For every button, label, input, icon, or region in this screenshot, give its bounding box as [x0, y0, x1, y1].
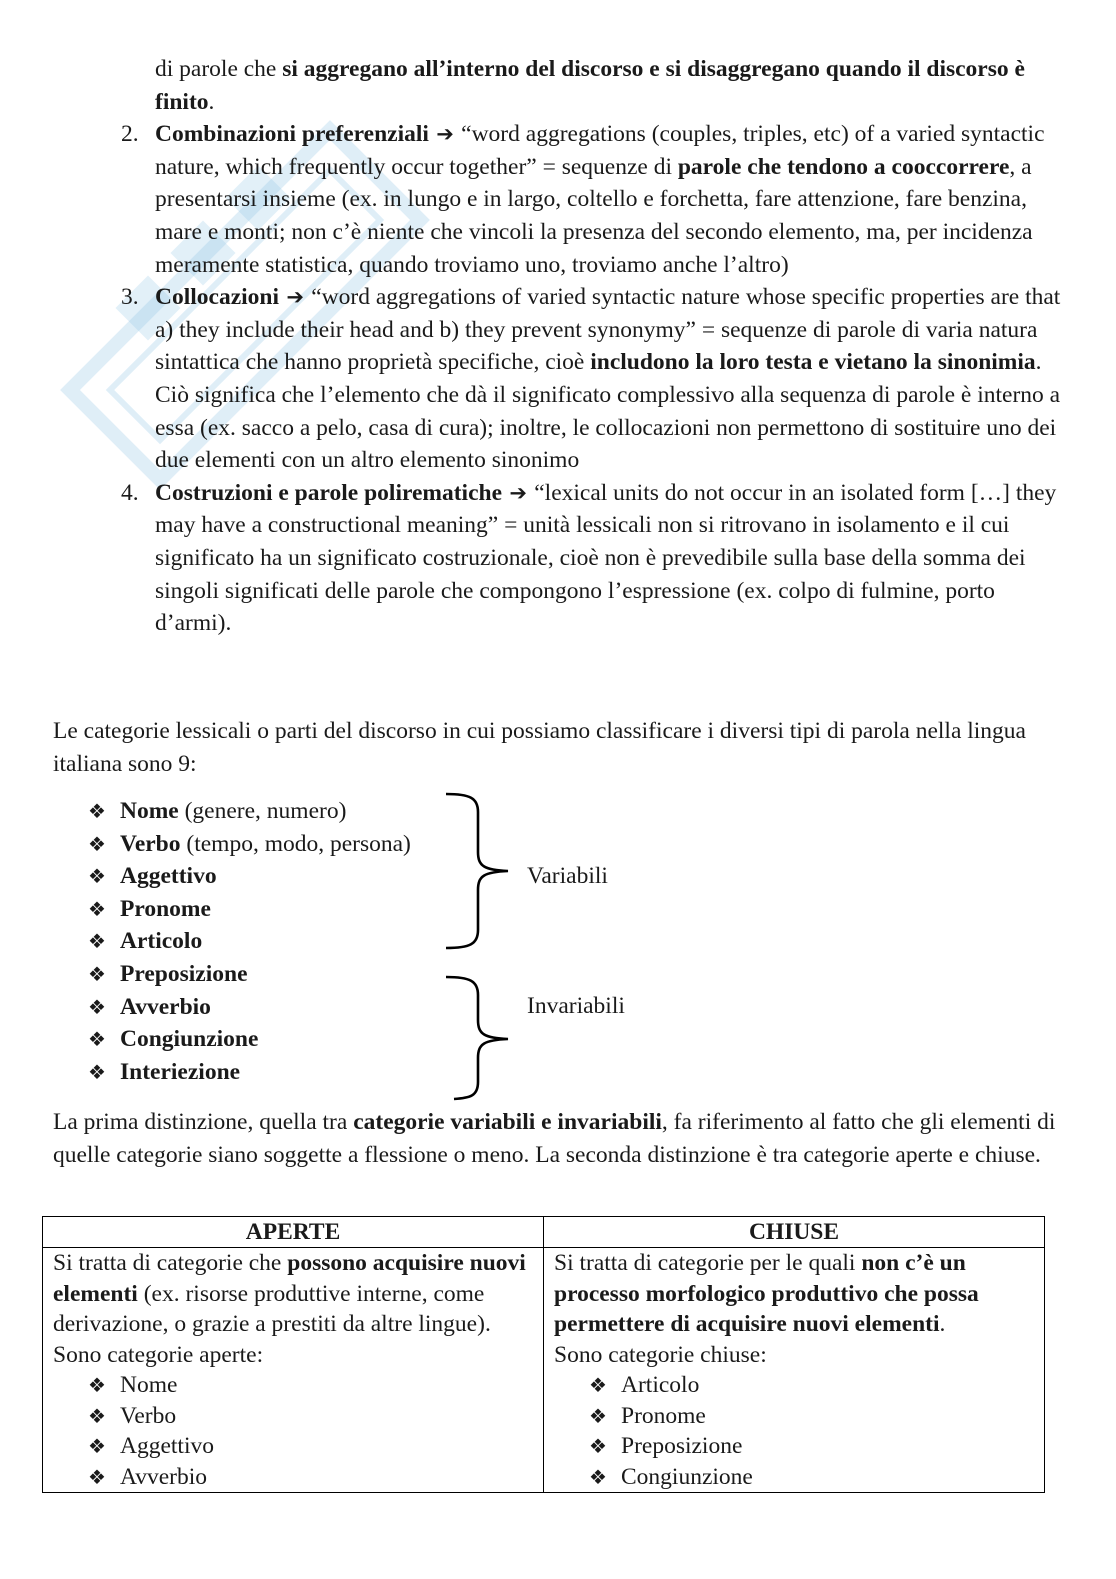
diamond-bullet-icon: ❖ [88, 994, 106, 1019]
open-description [53, 1248, 533, 1370]
list-item [121, 118, 1070, 281]
diamond-bullet-icon: ❖ [88, 1059, 106, 1084]
list-text [155, 56, 1025, 115]
text-run: ➔ [502, 480, 535, 505]
text-run: . Ciò significa che l’elemento che dà il significato complessivo alla sequenza di parole è interno a essa (ex. sacco a pelo, casa di cura); inoltre, le collocazioni non permettono di sostituire uno dei due elementi con un altro elemento sinonimo [155, 349, 1061, 474]
list-item [121, 477, 1070, 640]
category-item: ❖ Preposizione [88, 958, 411, 991]
text-run: (ex. risorse produttive interne, come derivazione, o grazie a prestiti da altre lingue). Sono categorie aperte: [53, 1280, 491, 1368]
text-run: , a presentarsi insieme (ex. in lungo e in largo, coltello e forchetta, fare attenzione, fare benzina, mare e monti; non c’è niente che vincoli la presenza del secondo elemento, ma, per incidenza meramente statistica, quando troviamo uno, troviamo anche l’altro) [155, 153, 1033, 278]
list-item: ❖ Preposizione [554, 1431, 1034, 1462]
table-row [43, 1248, 1045, 1493]
list-item: ❖ Avverbio [53, 1462, 533, 1493]
category-item: ❖ Aggettivo [88, 860, 411, 893]
diamond-bullet-icon: ❖ [88, 896, 106, 921]
text-run: La prima distinzione, quella tra [53, 1109, 354, 1135]
list-item: ❖ Pronome [554, 1401, 1034, 1432]
diamond-bullet-icon: ❖ [88, 961, 106, 986]
category-item: ❖ Verbo (tempo, modo, persona) [88, 828, 411, 861]
diamond-bullet-icon: ❖ [88, 864, 106, 889]
text-run: . [208, 88, 215, 115]
category-item: ❖ Avverbio [88, 991, 411, 1024]
brace-label-invariable: Invariabili [527, 993, 625, 1019]
list-number: 2. [121, 121, 139, 148]
category-item: ❖ Articolo [88, 925, 411, 958]
text-run: “word aggregations (couples, triples, etc) of a varied syntactic nature, which frequently occur together” = sequenze di [155, 121, 1045, 180]
text-run: ➔ [428, 122, 462, 147]
list-number: 3. [121, 284, 139, 311]
list-item: ❖ Congiunzione [554, 1462, 1034, 1493]
list-item: ❖ Nome [53, 1370, 533, 1401]
header-open: APERTE [43, 1217, 544, 1248]
diamond-bullet-icon: ❖ [88, 1464, 106, 1489]
bold-text: includono la loro testa e vietano la sinonimia [590, 349, 1036, 376]
category-item: ❖ Interiezione [88, 1056, 411, 1089]
list-text [155, 121, 1045, 277]
text-run: Si tratta di categorie che [53, 1250, 288, 1276]
diamond-bullet-icon: ❖ [88, 929, 106, 954]
diamond-bullet-icon: ❖ [88, 1373, 106, 1397]
intro-paragraph: Le categorie lessicali o parti del discorso in cui possiamo classificare i diversi tipi di parola nella lingua italiana sono 9: [53, 718, 1026, 777]
bold-text: categorie variabili e invariabili [353, 1109, 662, 1135]
diamond-bullet-icon: ❖ [589, 1403, 607, 1428]
diamond-bullet-icon: ❖ [88, 1434, 106, 1458]
diamond-bullet-icon: ❖ [589, 1434, 607, 1458]
closed-cell [544, 1248, 1045, 1493]
diamond-bullet-icon: ❖ [88, 799, 106, 823]
bold-text: Combinazioni preferenziali [155, 121, 429, 148]
list-item [121, 281, 1070, 477]
text-run: Si tratta di categorie per le quali [554, 1250, 862, 1276]
list-item: ❖ Articolo [554, 1370, 1034, 1401]
list-item: ❖ Aggettivo [53, 1431, 533, 1462]
bold-text: Collocazioni [155, 284, 280, 311]
closed-lead: Sono categorie chiuse: [554, 1341, 767, 1368]
category-item: ❖ Congiunzione [88, 1023, 411, 1056]
text-run: , fa riferimento al fatto che gli elementi di quelle categorie siano soggette a flessione o meno. La seconda distinzione è tra categorie aperte e chiuse. [53, 1109, 1056, 1168]
bold-text: possono acquisire nuovi elementi [53, 1250, 526, 1307]
table-header-row [43, 1217, 1045, 1248]
numbered-list [121, 53, 1070, 640]
list-text [155, 480, 1056, 636]
diamond-bullet-icon: ❖ [589, 1464, 607, 1489]
list-item [155, 53, 1070, 118]
diamond-bullet-icon: ❖ [589, 1373, 607, 1397]
text-run: . [939, 1311, 946, 1337]
category-item: ❖ Pronome [88, 893, 411, 926]
text-run: ➔ [279, 285, 312, 310]
text-run: “word aggregations of varied syntactic nature whose specific properties are that a) they include their head and b) they prevent synonymy” = sequenze di parole di varia natura sintattica che hanno proprietà specifiche, cioè [155, 284, 1061, 376]
distinction-paragraph [53, 1106, 1063, 1171]
diamond-bullet-icon: ❖ [88, 1027, 106, 1052]
list-item: ❖ Verbo [53, 1401, 533, 1432]
diamond-bullet-icon: ❖ [88, 1403, 106, 1428]
brace-label-variable: Variabili [527, 863, 608, 889]
closed-description [554, 1248, 1034, 1340]
bold-text: parole che tendono a cooccorrere [677, 153, 1010, 180]
bold-text: Costruzioni e parole polirematiche [155, 479, 503, 506]
text-run: di parole che [155, 56, 283, 82]
bold-text: non c’è un processo morfologico produttivo che possa permettere di acquisire nuovi elementi [554, 1250, 979, 1337]
open-cell [43, 1248, 544, 1493]
category-list [88, 795, 411, 1088]
diamond-bullet-icon: ❖ [88, 831, 106, 856]
list-text [155, 284, 1060, 473]
bold-text: si aggregano all’interno del discorso e si disaggregano quando il discorso è finito [155, 56, 1025, 115]
list-number: 4. [121, 479, 139, 506]
category-item: ❖ Nome (genere, numero) [88, 795, 411, 828]
brace-icon [440, 790, 520, 1110]
header-closed: CHIUSE [544, 1217, 1045, 1248]
text-run: “lexical units do not occur in an isolated form […] they may have a constructional meaning” = unità lessicali non si ritrovano in isolamento e il cui significato ha un significato costruzionale, cioè non è prevedibile sulla base della somma dei singoli significati delle parole che compongono l’espressione (ex. colpo di fulmine, porto d’armi). [155, 479, 1057, 637]
open-closed-table [42, 1216, 1045, 1493]
